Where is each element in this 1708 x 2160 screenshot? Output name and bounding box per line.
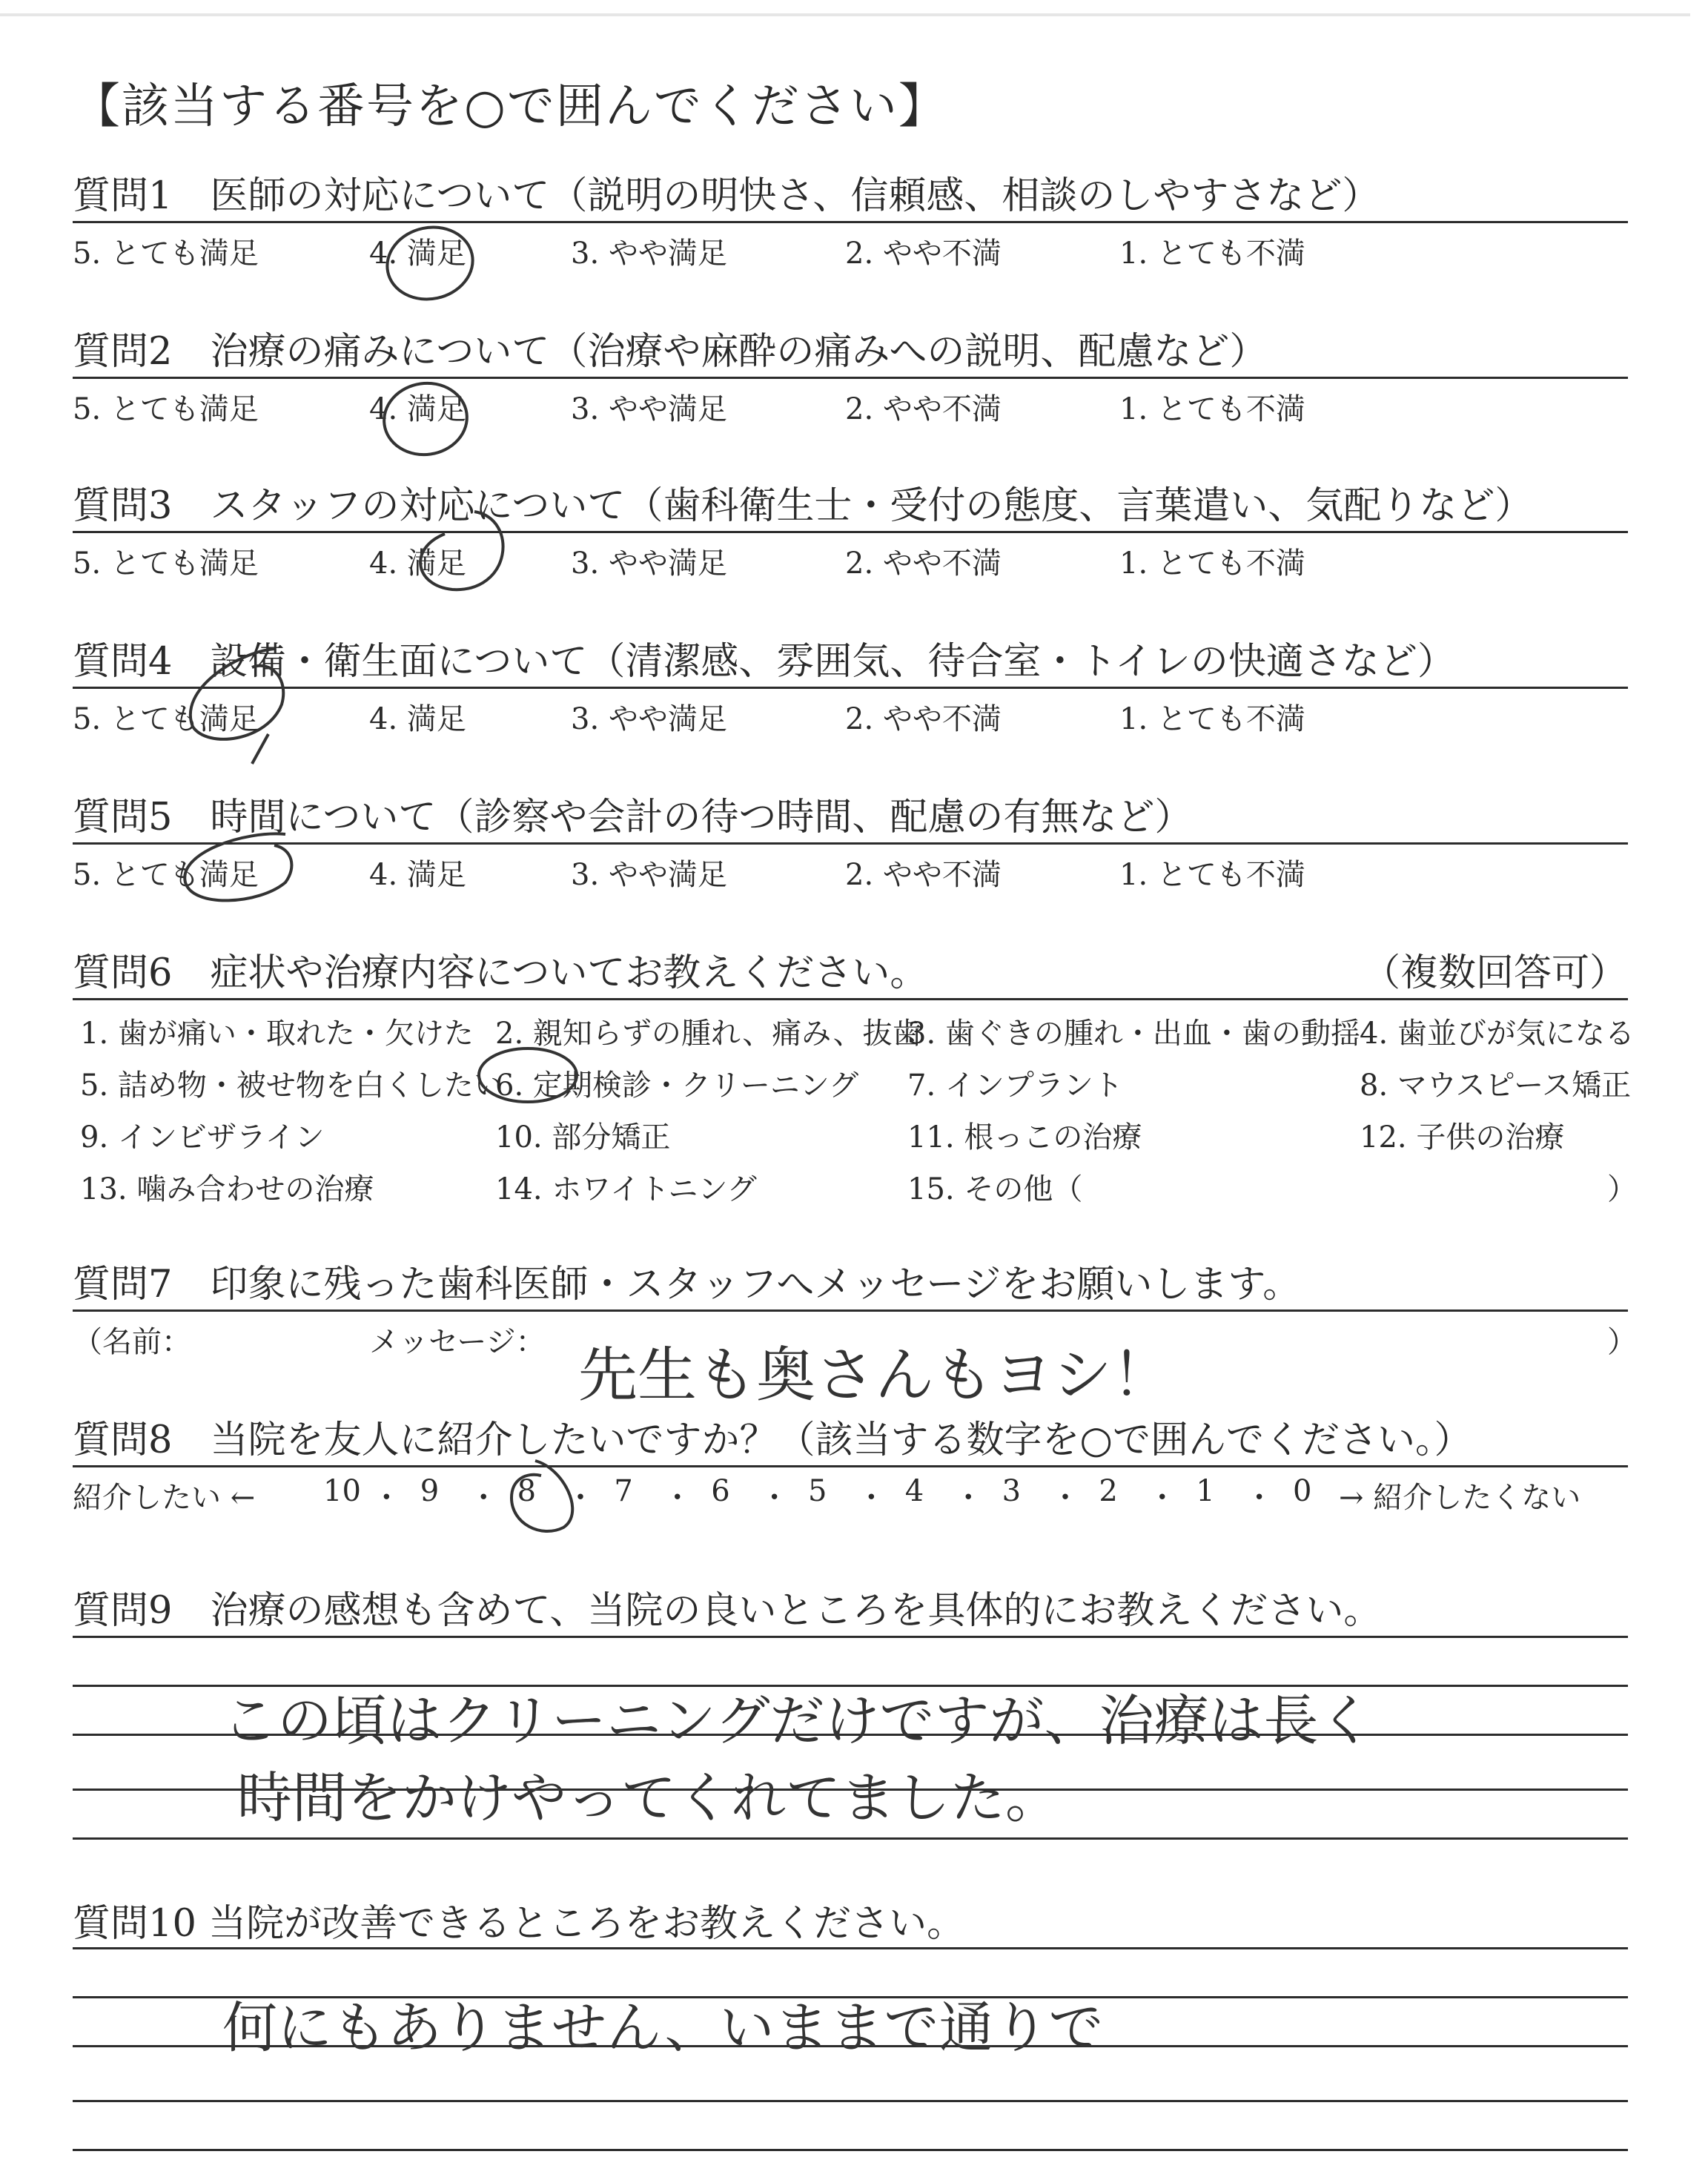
q5-option-4[interactable]: 4. 満足 — [369, 858, 466, 892]
question-2-label: 質問2 治療の痛みについて（治療や麻酔の痛みへの説明、配慮など） — [73, 330, 1268, 374]
q6-option-8[interactable]: 8. マウスピース矯正 — [1360, 1069, 1632, 1103]
q6-option-10[interactable]: 10. 部分矯正 — [495, 1120, 671, 1155]
q8-scale-separator: ・ — [469, 1481, 499, 1515]
q7-message-handwritten[interactable]: 先生も奥さんもヨシ！ — [578, 1341, 1171, 1410]
q1-option-3[interactable]: 3. やや満足 — [571, 237, 727, 271]
q3-option-3[interactable]: 3. やや満足 — [571, 546, 727, 581]
question-7-label: 質問7 印象に残った歯科医師・スタッフへメッセージをお願いします。 — [73, 1263, 1301, 1307]
q5-option-2[interactable]: 2. やや不満 — [845, 858, 1002, 892]
q2-answer-circle — [380, 378, 471, 460]
q8-scale-number-9[interactable]: 9 — [420, 1474, 440, 1508]
q8-scale-number-0[interactable]: 0 — [1293, 1474, 1312, 1508]
q6-option-12[interactable]: 12. 子供の治療 — [1360, 1120, 1565, 1155]
q8-answer-circle — [512, 1461, 572, 1531]
q8-scale-number-7[interactable]: 7 — [614, 1474, 633, 1508]
q4-option-3[interactable]: 3. やや満足 — [571, 702, 727, 736]
question-5-label: 質問5 時間について（診察や会計の待つ時間、配慮の有無など） — [73, 796, 1193, 839]
q5-answer-circle — [185, 833, 291, 900]
q10-answer-line-1[interactable]: 何にもありません、いままで通りで — [222, 1996, 1104, 2060]
q8-scale-number-1[interactable]: 1 — [1196, 1474, 1215, 1508]
q6-option-13[interactable]: 13. 噛み合わせの治療 — [80, 1172, 374, 1206]
question-6-note: （複数回答可） — [1363, 951, 1628, 995]
q8-scale-number-3[interactable]: 3 — [1002, 1474, 1022, 1508]
q4-answer-circle — [191, 649, 283, 764]
q4-option-1[interactable]: 1. とても不満 — [1119, 702, 1305, 736]
q7-name-label: （名前： — [73, 1325, 191, 1359]
q3-option-5[interactable]: 5. とても満足 — [73, 546, 259, 581]
q6-option-3[interactable]: 3. 歯ぐきの腫れ・出血・歯の動揺 — [907, 1017, 1360, 1051]
q6-option-7[interactable]: 7. インプラント — [907, 1069, 1123, 1103]
question-9-label: 質問9 治療の感想も含めて、当院の良いところを具体的にお教えください。 — [73, 1589, 1382, 1633]
q6-option-4[interactable]: 4. 歯並びが気になる — [1360, 1017, 1635, 1051]
q7-message-label: メッセージ： — [369, 1325, 546, 1359]
q9-answer-line-2[interactable]: 時間をかけやってくれてました。 — [237, 1766, 1060, 1830]
q2-option-4[interactable]: 4. 満足 — [369, 392, 466, 426]
page-title: 【該当する番号を○で囲んでください】 — [73, 79, 947, 134]
q7-close-paren: ） — [1607, 1325, 1637, 1359]
q1-option-4[interactable]: 4. 満足 — [369, 237, 466, 271]
q8-scale-number-6[interactable]: 6 — [711, 1474, 730, 1508]
question-1-label: 質問1 医師の対応について（説明の明快さ、信頼感、相談のしやすさなど） — [73, 174, 1380, 218]
question-3-label: 質問3 スタッフの対応について（歯科衛生士・受付の態度、言葉遣い、気配りなど） — [73, 484, 1533, 528]
question-8-label: 質問8 当院を友人に紹介したいですか？（該当する数字を○で囲んでください。） — [73, 1418, 1472, 1462]
q8-scale-number-2[interactable]: 2 — [1099, 1474, 1118, 1508]
q8-scale-number-8[interactable]: 8 — [517, 1474, 537, 1508]
q8-scale-separator: ・ — [662, 1481, 692, 1515]
q3-option-1[interactable]: 1. とても不満 — [1119, 546, 1305, 581]
q8-right-label: → 紹介したくない — [1339, 1481, 1581, 1515]
question-4-label: 質問4 設備・衛生面について（清潔感、雰囲気、待合室・トイレの快適さなど） — [73, 640, 1455, 684]
q4-option-5[interactable]: 5. とても満足 — [73, 702, 259, 736]
q2-option-1[interactable]: 1. とても不満 — [1119, 392, 1305, 426]
q6-option-1[interactable]: 1. 歯が痛い・取れた・欠けた — [80, 1017, 474, 1051]
q8-scale-separator: ・ — [759, 1481, 790, 1515]
q1-answer-circle — [380, 219, 479, 307]
q8-scale-separator: ・ — [1050, 1481, 1080, 1515]
q8-scale-number-10[interactable]: 10 — [323, 1474, 361, 1508]
q1-option-2[interactable]: 2. やや不満 — [845, 237, 1002, 271]
q6-option-14[interactable]: 14. ホワイトニング — [495, 1172, 757, 1206]
q8-scale-separator: ・ — [566, 1481, 595, 1515]
q6-option-15[interactable]: 15. その他（ — [907, 1172, 1083, 1206]
q2-option-5[interactable]: 5. とても満足 — [73, 392, 259, 426]
q3-option-4[interactable]: 4. 満足 — [369, 546, 466, 581]
q4-option-2[interactable]: 2. やや不満 — [845, 702, 1002, 736]
q8-scale-separator: ・ — [856, 1481, 887, 1515]
q8-scale-separator: ・ — [371, 1481, 402, 1515]
q6-option-6[interactable]: 6. 定期検診・クリーニング — [495, 1069, 859, 1103]
q1-option-5[interactable]: 5. とても満足 — [73, 237, 259, 271]
q8-scale-separator: ・ — [1244, 1481, 1274, 1515]
q6-option-5[interactable]: 5. 詰め物・被せ物を白くしたい — [80, 1069, 503, 1103]
q2-option-2[interactable]: 2. やや不満 — [845, 392, 1002, 426]
q6-answer-circle — [479, 1048, 577, 1102]
q5-option-1[interactable]: 1. とても不満 — [1119, 858, 1305, 892]
q9-answer-line-1[interactable]: この頃はクリーニングだけですが、治療は長く — [222, 1689, 1374, 1753]
question-6-label: 質問6 症状や治療内容についてお教えください。 — [73, 951, 928, 995]
q3-option-2[interactable]: 2. やや不満 — [845, 546, 1002, 581]
q5-option-5[interactable]: 5. とても満足 — [73, 858, 259, 892]
q6-other-close-paren: ） — [1607, 1172, 1637, 1206]
q8-scale-separator: ・ — [1147, 1481, 1177, 1515]
q5-option-3[interactable]: 3. やや満足 — [571, 858, 727, 892]
q8-scale-number-4[interactable]: 4 — [904, 1474, 924, 1508]
q6-option-2[interactable]: 2. 親知らずの腫れ、痛み、抜歯 — [495, 1017, 922, 1051]
q2-option-3[interactable]: 3. やや満足 — [571, 392, 727, 426]
q8-scale-separator: ・ — [953, 1481, 984, 1515]
q3-answer-circle — [420, 512, 503, 589]
q6-option-11[interactable]: 11. 根っこの治療 — [907, 1120, 1142, 1155]
q1-option-1[interactable]: 1. とても不満 — [1119, 237, 1305, 271]
q8-left-label: 紹介したい ← — [73, 1481, 256, 1515]
q8-scale-number-5[interactable]: 5 — [808, 1474, 827, 1508]
question-10-label: 質問10 当院が改善できるところをお教えください。 — [73, 1902, 965, 1946]
q6-option-9[interactable]: 9. インビザライン — [80, 1120, 325, 1155]
q4-option-4[interactable]: 4. 満足 — [369, 702, 466, 736]
